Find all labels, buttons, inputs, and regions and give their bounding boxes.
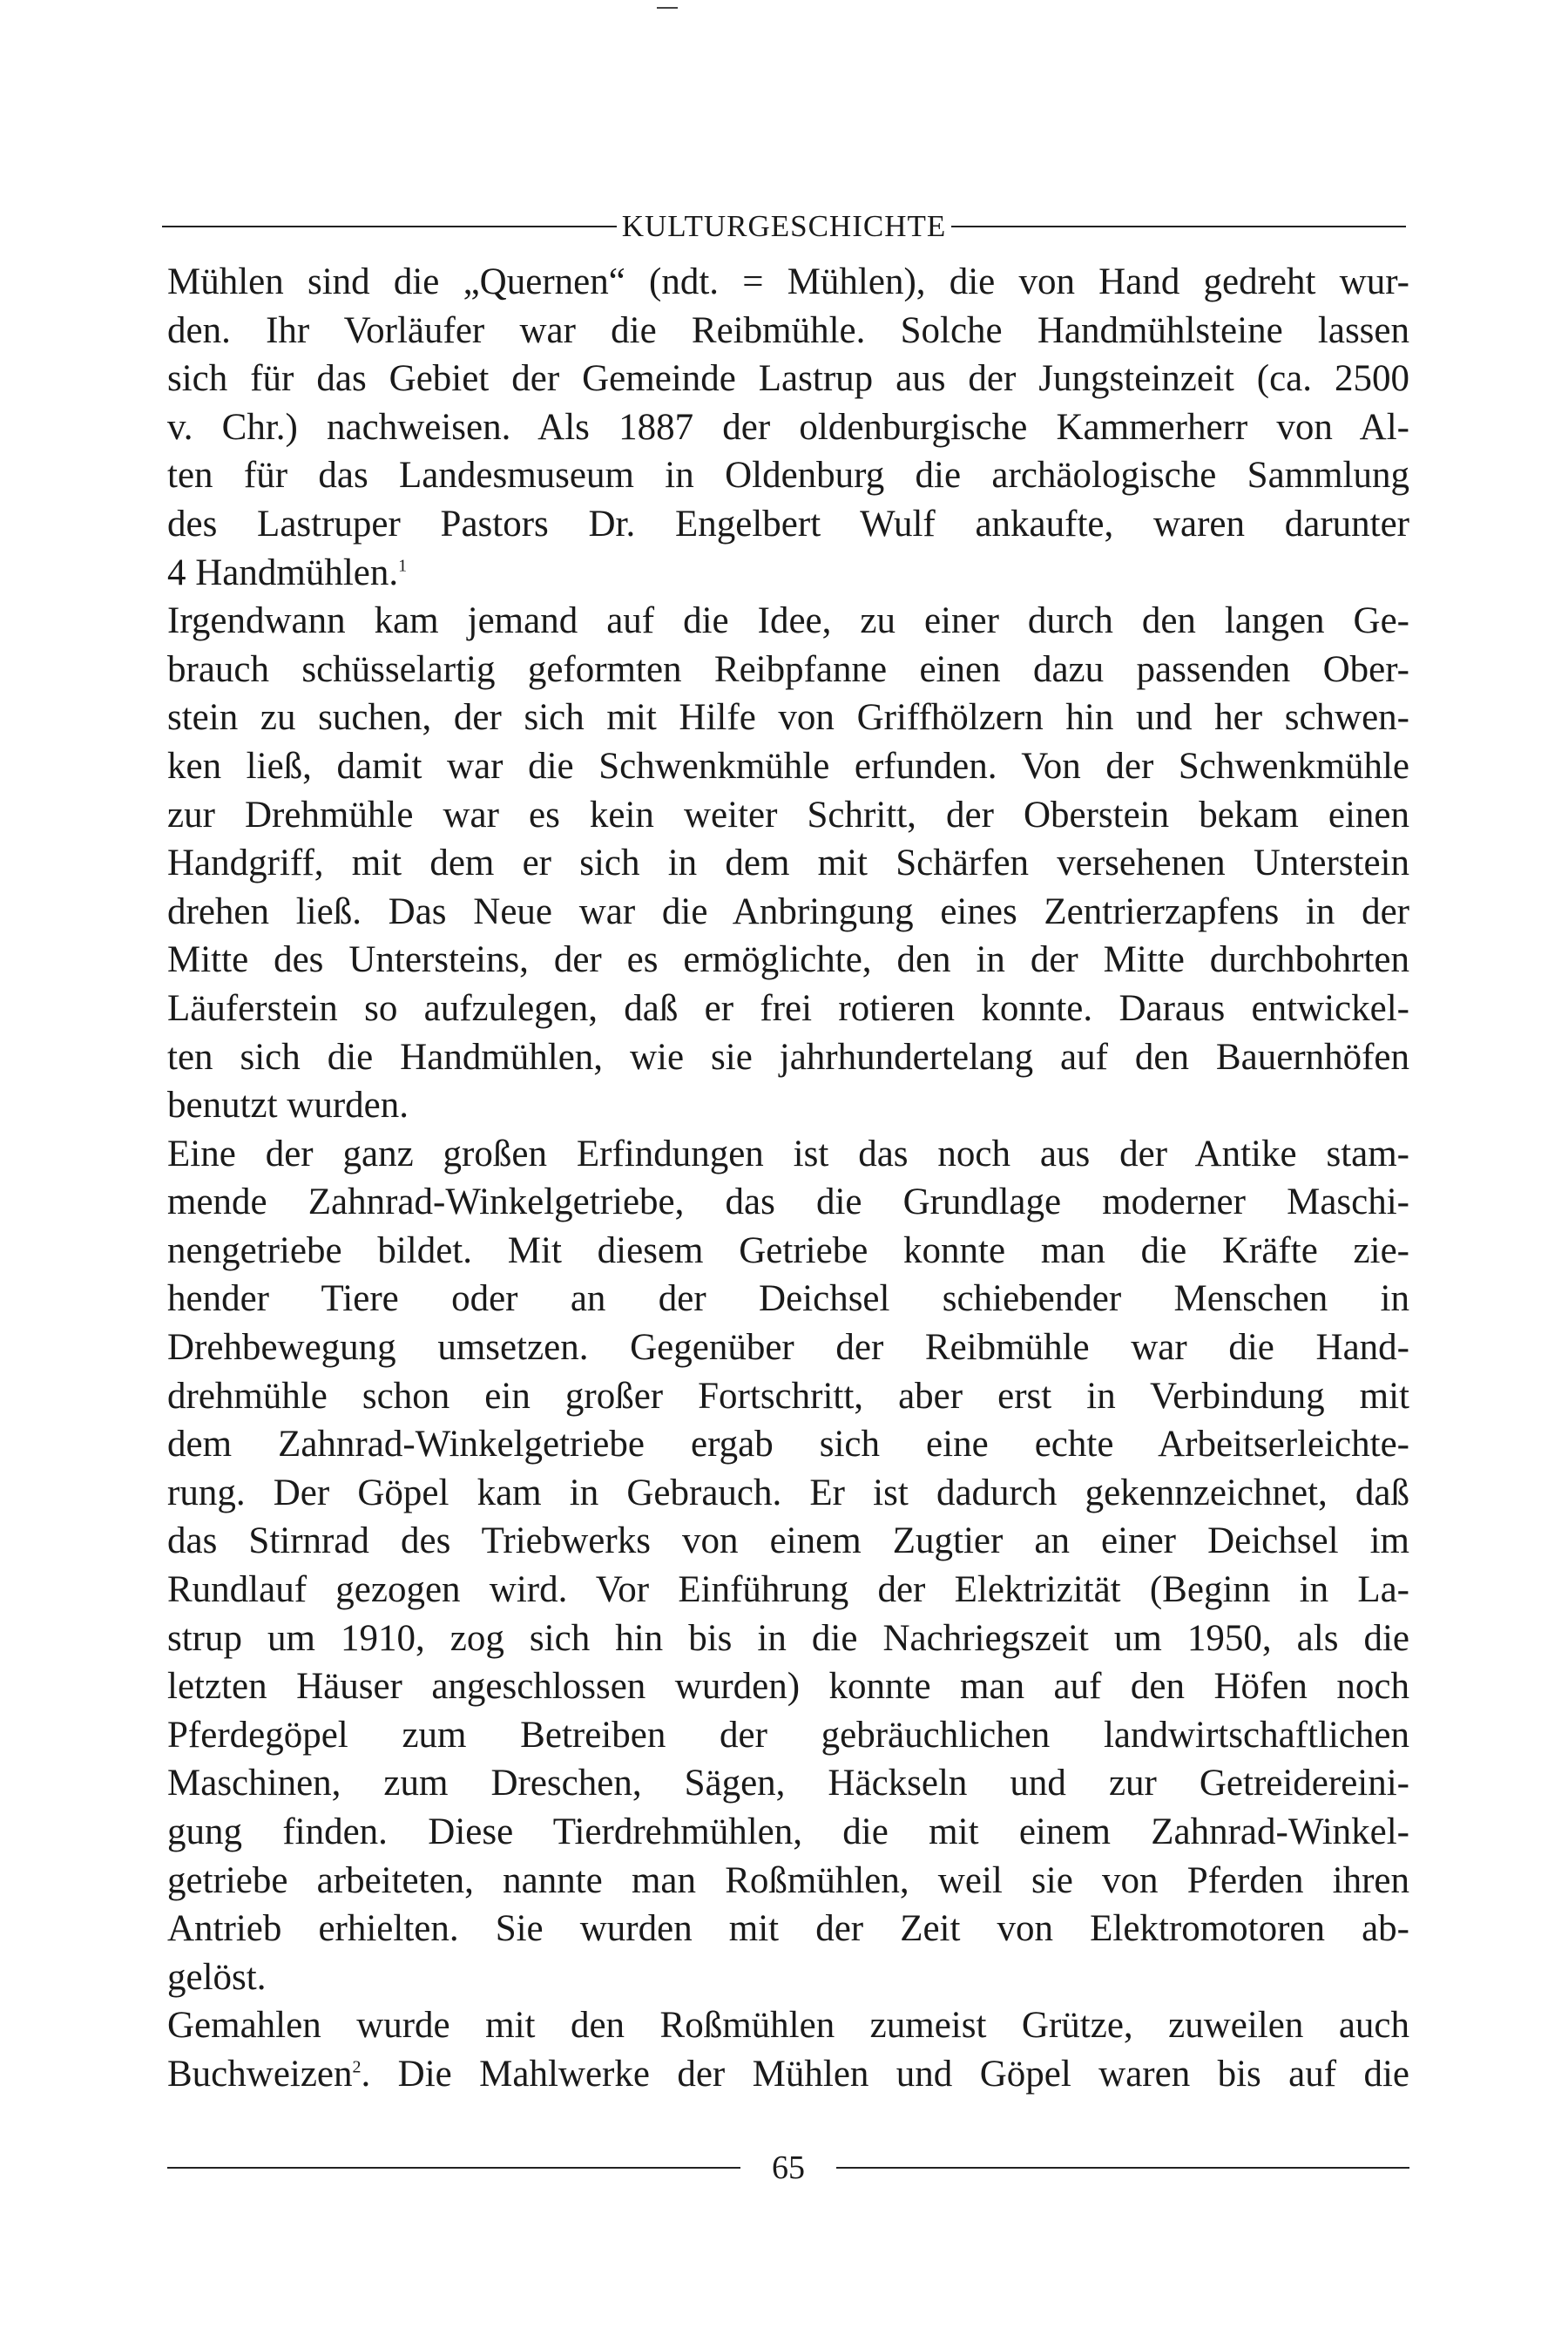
line-text: Antrieb erhielten. Sie wurden mit der Zeit von Elektromotoren ab-: [167, 1908, 1409, 1950]
text-line: [167, 1033, 1409, 1082]
line-text: ten für das Landesmuseum in Oldenburg die archäologische Sammlung: [167, 455, 1409, 497]
page-footer: [167, 2143, 1409, 2192]
text-line: [167, 1517, 1409, 1566]
line-text: ten sich die Handmühlen, wie sie jahrhundertelang auf den Bauernhöfen: [167, 1036, 1409, 1078]
text-line: [167, 258, 1409, 307]
line-text: Drehbewegung umsetzen. Gegenüber der Reibmühle war die Hand-: [167, 1327, 1409, 1369]
line-text: Gemahlen wurde mit den Roßmühlen zumeist Grütze, zuweilen auch: [167, 2005, 1409, 2047]
text-line: [167, 1711, 1409, 1760]
text-line: [167, 1566, 1409, 1615]
line-text: drehmühle schon ein großer Fortschritt, aber erst in Verbindung mit: [167, 1375, 1409, 1417]
line-text: getriebe arbeiteten, nannte man Roßmühlen, weil sie von Pferden ihren: [167, 1859, 1409, 1901]
line-text: sich für das Gebiet der Gemeinde Lastrup aus der Jungsteinzeit (ca. 2500: [167, 358, 1409, 400]
text-line: [167, 1808, 1409, 1857]
line-text: strup um 1910, zog sich hin bis in die Nachriegszeit um 1950, als die: [167, 1617, 1409, 1659]
line-text: letzten Häuser angeschlossen wurden) konnte man auf den Höfen noch: [167, 1666, 1409, 1708]
line-text: Irgendwann kam jemand auf die Idee, zu einer durch den langen Ge-: [167, 600, 1409, 642]
line-text: mende Zahnrad-Winkelgetriebe, das die Grundlage moderner Maschi-: [167, 1181, 1409, 1223]
text-line: [167, 1178, 1409, 1227]
line-text: rung. Der Göpel kam in Gebrauch. Er ist dadurch gekennzeichnet, daß: [167, 1472, 1409, 1513]
line-text: 4 Handmühlen.: [167, 552, 399, 593]
line-text: des Lastruper Pastors Dr. Engelbert Wulf ankaufte, waren darunter: [167, 503, 1409, 545]
text-line: [167, 1857, 1409, 1906]
text-line: [167, 1953, 1409, 2002]
footnote-marker: 2: [352, 2057, 362, 2077]
text-line: [167, 1227, 1409, 1276]
text-line: [167, 355, 1409, 403]
text-line: [167, 694, 1409, 742]
text-line: [167, 597, 1409, 646]
footer-rule-right: [836, 2167, 1409, 2169]
text-line: [167, 2001, 1409, 2050]
text-line: [167, 839, 1409, 888]
text-line: [167, 500, 1409, 549]
text-line: [167, 451, 1409, 500]
line-text: brauch schüsselartig geformten Reibpfanne einen dazu passenden Ober-: [167, 648, 1409, 690]
line-text: benutzt wurden.: [167, 1085, 409, 1127]
body-text: [167, 258, 1409, 2099]
line-text: hender Tiere oder an der Deichsel schiebender Menschen in: [167, 1278, 1409, 1320]
text-line: [167, 1420, 1409, 1469]
text-line: [167, 888, 1409, 937]
line-text-continued: . Die Mahlwerke der Mühlen und Göpel waren bis auf die: [361, 2053, 1409, 2095]
text-line: [167, 1323, 1409, 1372]
text-line: [167, 1130, 1409, 1179]
scan-mark: [657, 7, 678, 9]
text-line: [167, 791, 1409, 840]
line-text: Läuferstein so aufzulegen, daß er frei rotieren konnte. Daraus entwickel-: [167, 987, 1409, 1029]
line-text: das Stirnrad des Triebwerks von einem Zugtier an einer Deichsel im: [167, 1520, 1409, 1562]
page-number: 65: [772, 2149, 805, 2186]
footer-rule-left: [167, 2167, 740, 2169]
text-line: [167, 985, 1409, 1033]
line-text: drehen ließ. Das Neue war die Anbringung eines Zentrierzapfens in der: [167, 890, 1409, 932]
line-text: dem Zahnrad-Winkelgetriebe ergab sich eine echte Arbeitserleichte-: [167, 1424, 1409, 1466]
text-line: [167, 1372, 1409, 1421]
line-text: Maschinen, zum Dreschen, Sägen, Häckseln und zur Getreidereini-: [167, 1763, 1409, 1804]
text-line: [167, 742, 1409, 791]
footnote-marker: 1: [398, 556, 408, 576]
text-line: [167, 1275, 1409, 1323]
text-line: [167, 1662, 1409, 1711]
text-line: [167, 1905, 1409, 1953]
line-text: Mitte des Untersteins, der es ermöglichte, den in der Mitte durchbohrten: [167, 939, 1409, 981]
line-text: Buchweizen: [167, 2053, 353, 2095]
text-line: [167, 307, 1409, 355]
text-line: [167, 1081, 1409, 1130]
text-line: [167, 1469, 1409, 1518]
text-line: [167, 2050, 1409, 2099]
line-text: zur Drehmühle war es kein weiter Schritt, der Oberstein bekam einen: [167, 794, 1409, 836]
line-text: gung finden. Diese Tierdrehmühlen, die mit einem Zahnrad-Winkel-: [167, 1811, 1409, 1852]
line-text: Eine der ganz großen Erfindungen ist das noch aus der Antike stam-: [167, 1133, 1409, 1174]
line-text: gelöst.: [167, 1956, 267, 1998]
running-header-title: KULTURGESCHICHTE: [621, 209, 947, 243]
header-rule-right: [951, 226, 1406, 227]
line-text: stein zu suchen, der sich mit Hilfe von Griffhölzern hin und her schwen-: [167, 697, 1409, 739]
text-line: [167, 936, 1409, 985]
line-text: ken ließ, damit war die Schwenkmühle erfunden. Von der Schwenkmühle: [167, 745, 1409, 787]
text-line: [167, 549, 1409, 598]
header-rule-left: [162, 226, 617, 227]
text-line: [167, 1759, 1409, 1808]
running-header: [162, 206, 1406, 247]
line-text: Pferdegöpel zum Betreiben der gebräuchlichen landwirtschaftlichen: [167, 1714, 1409, 1756]
text-line: [167, 646, 1409, 694]
line-text: Mühlen sind die „Quernen“ (ndt. = Mühlen), die von Hand gedreht wur-: [167, 261, 1409, 302]
line-text: den. Ihr Vorläufer war die Reibmühle. Solche Handmühlsteine lassen: [167, 309, 1409, 351]
line-text: nengetriebe bildet. Mit diesem Getriebe konnte man die Kräfte zie-: [167, 1229, 1409, 1271]
line-text: Handgriff, mit dem er sich in dem mit Schärfen versehenen Unterstein: [167, 843, 1409, 884]
line-text: Rundlauf gezogen wird. Vor Einführung der Elektrizität (Beginn in La-: [167, 1569, 1409, 1611]
text-line: [167, 1615, 1409, 1663]
line-text: v. Chr.) nachweisen. Als 1887 der oldenburgische Kammerherr von Al-: [167, 406, 1409, 448]
text-line: [167, 403, 1409, 452]
